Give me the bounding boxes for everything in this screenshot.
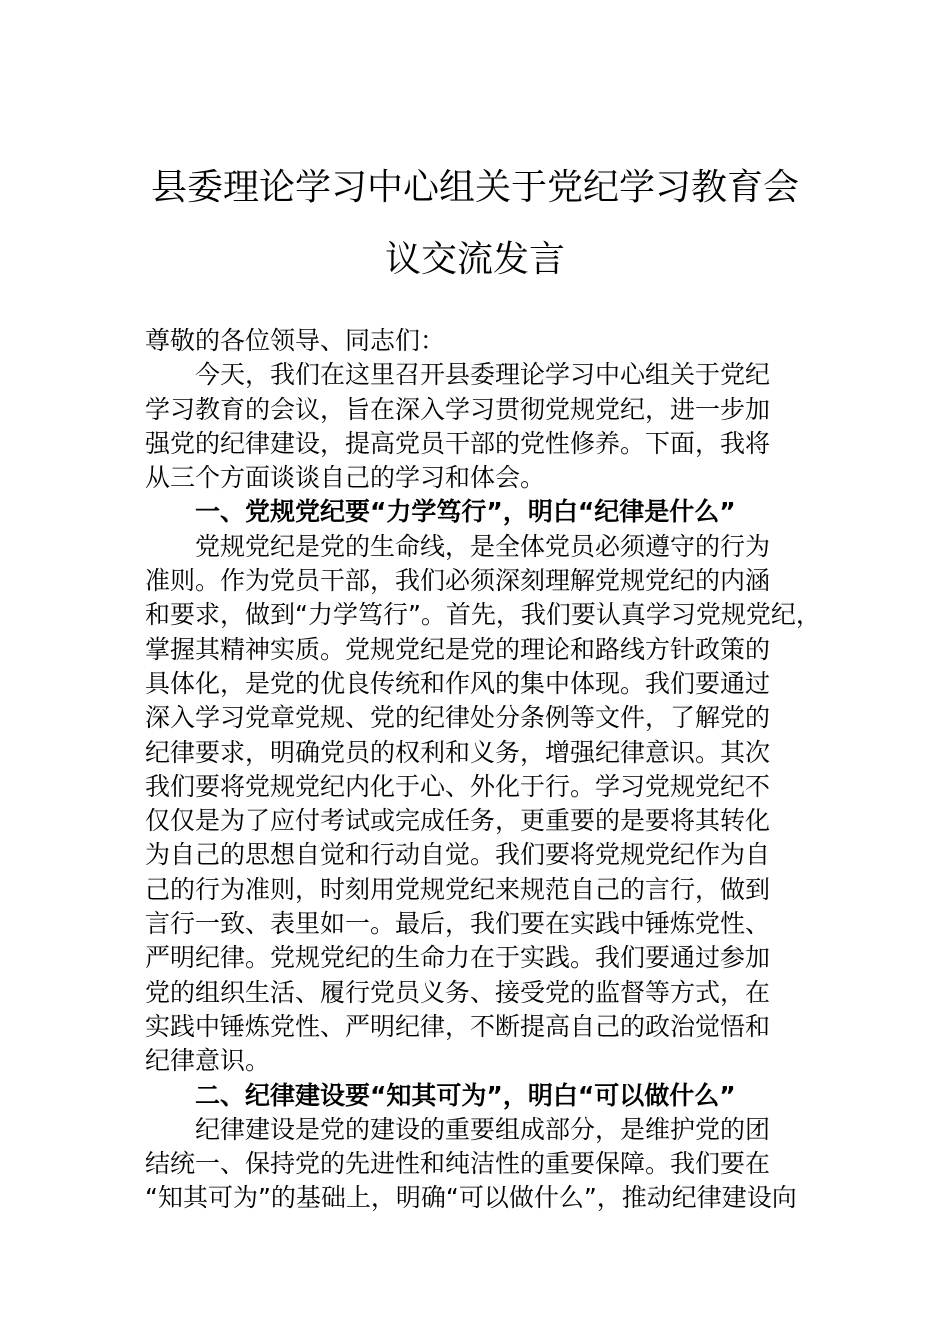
section-1-heading: 一、党规党纪要“力学笃行”，明白“纪律是什么”	[195, 497, 736, 527]
document-body	[145, 324, 825, 1216]
section-2-line: 纪律建设是党的建设的重要组成部分，是维护党的团	[195, 1114, 771, 1144]
section-1-line: 具体化，是党的优良传统和作风的集中体现。我们要通过	[145, 668, 771, 698]
section-1-line: 和要求，做到“力学笃行”。首先，我们要认真学习党规党纪，	[145, 600, 821, 630]
section-2-line: 结统一、保持党的先进性和纯洁性的重要保障。我们要在	[145, 1149, 771, 1179]
intro-line: 从三个方面谈谈自己的学习和体会。	[145, 463, 546, 493]
section-2-heading: 二、纪律建设要“知其可为”，明白“可以做什么”	[195, 1080, 736, 1110]
section-1-line: 仅仅是为了应付考试或完成任务，更重要的是要将其转化	[145, 806, 771, 836]
section-1-line: 言行一致、表里如一。最后，我们要在实践中锤炼党性、	[145, 909, 771, 939]
section-1-line: 严明纪律。党规党纪的生命力在于实践。我们要通过参加	[145, 943, 771, 973]
section-2-line: “知其可为”的基础上，明确“可以做什么”，推动纪律建设向	[145, 1183, 797, 1213]
intro-line: 学习教育的会议，旨在深入学习贯彻党规党纪，进一步加	[145, 394, 771, 424]
section-1-line: 己的行为准则，时刻用党规党纪来规范自己的言行，做到	[145, 874, 771, 904]
intro-line: 今天，我们在这里召开县委理论学习中心组关于党纪	[195, 360, 771, 390]
document-title-line-1: 县委理论学习中心组关于党纪学习教育会	[150, 167, 799, 208]
section-1-line: 掌握其精神实质。党规党纪是党的理论和路线方针政策的	[145, 634, 771, 664]
section-1-line: 为自己的思想自觉和行动自觉。我们要将党规党纪作为自	[145, 840, 771, 870]
section-1-line: 纪律要求，明确党员的权利和义务，增强纪律意识。其次	[145, 737, 771, 767]
section-1-line: 纪律意识。	[145, 1046, 271, 1076]
section-1-line: 党规党纪是党的生命线，是全体党员必须遵守的行为	[195, 531, 771, 561]
section-1-line: 我们要将党规党纪内化于心、外化于行。学习党规党纪不	[145, 771, 771, 801]
document-title-line-2: 议交流发言	[384, 239, 565, 280]
section-1-line: 准则。作为党员干部，我们必须深刻理解党规党纪的内涵	[145, 566, 771, 596]
section-1-line: 党的组织生活、履行党员义务、接受党的监督等方式，在	[145, 977, 771, 1007]
section-1-line: 深入学习党章党规、党的纪律处分条例等文件，了解党的	[145, 703, 771, 733]
intro-line: 强党的纪律建设，提高党员干部的党性修养。下面，我将	[145, 428, 771, 458]
section-1-line: 实践中锤炼党性、严明纪律，不断提高自己的政治觉悟和	[145, 1011, 771, 1041]
greeting: 尊敬的各位领导、同志们：	[145, 326, 446, 355]
